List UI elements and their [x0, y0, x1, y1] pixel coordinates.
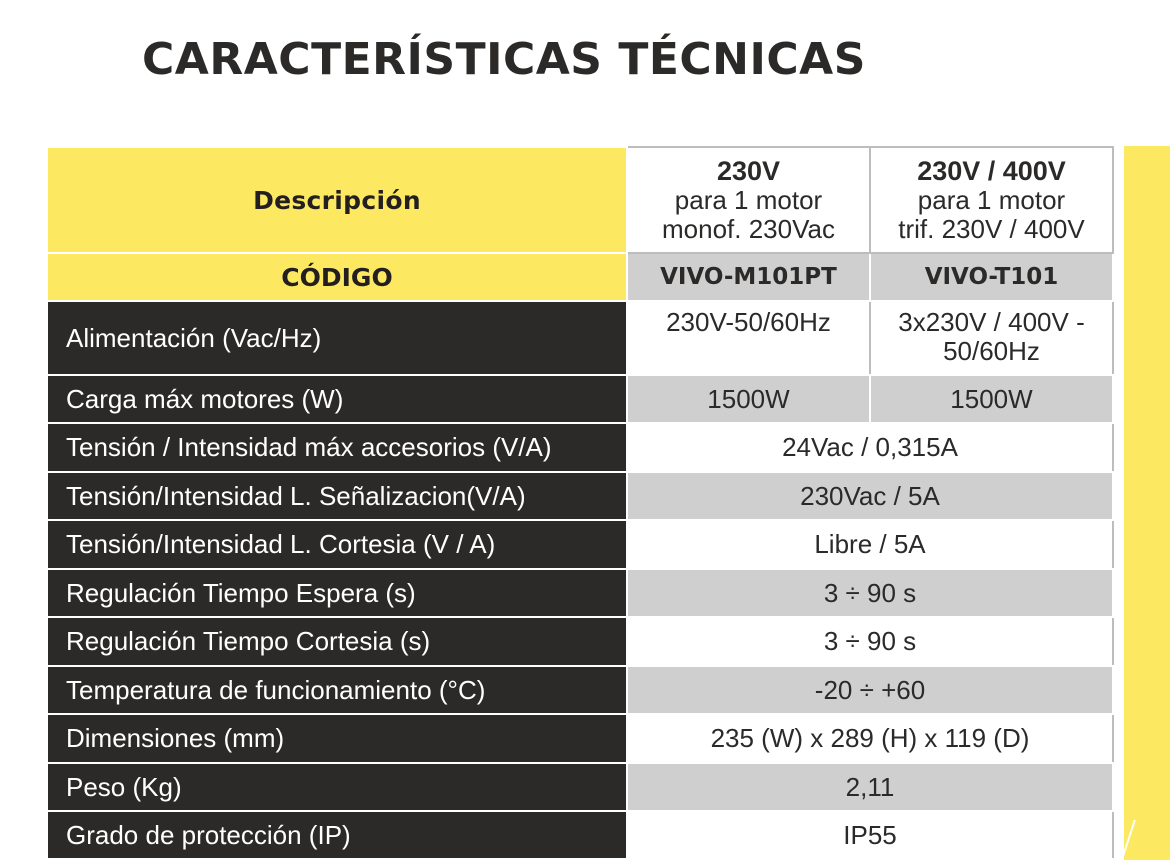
row-label: Dimensiones (mm) [47, 714, 627, 763]
row-value: Libre / 5A [627, 520, 1113, 569]
table-row [47, 714, 1113, 763]
row-value: 3x230V / 400V - 50/60Hz [870, 301, 1113, 375]
row-label: Carga máx motores (W) [47, 375, 627, 423]
row-label: Grado de protección (IP) [47, 811, 627, 859]
table-row [47, 472, 1113, 520]
row-value: 2,11 [627, 763, 1113, 811]
code-value: VIVO-T101 [870, 253, 1113, 301]
row-value: 230Vac / 5A [627, 472, 1113, 520]
column-voltage: 230V [716, 155, 781, 186]
code-row [47, 253, 1113, 301]
table-row [47, 811, 1113, 859]
row-label: Regulación Tiempo Espera (s) [47, 569, 627, 617]
row-value: -20 ÷ +60 [627, 666, 1113, 714]
code-label: CÓDIGO [47, 253, 627, 301]
row-label: Temperatura de funcionamiento (°C) [47, 666, 627, 714]
table-row [47, 423, 1113, 472]
page-title: CARACTERÍSTICAS TÉCNICAS [142, 34, 866, 85]
row-value: 24Vac / 0,315A [627, 423, 1113, 472]
column-subtitle-line1: para 1 motor [674, 184, 823, 215]
row-label: Regulación Tiempo Cortesia (s) [47, 617, 627, 666]
decorative-yellow-strip [1124, 146, 1170, 860]
row-label: Tensión / Intensidad máx accesorios (V/A) [47, 423, 627, 472]
column-voltage: 230V / 400V [917, 155, 1066, 186]
row-value: 235 (W) x 289 (H) x 119 (D) [627, 714, 1113, 763]
row-value: 230V-50/60Hz [627, 301, 870, 375]
table-row [47, 763, 1113, 811]
table-row [47, 666, 1113, 714]
column-header-230v-400v [870, 147, 1113, 253]
description-header: Descripción [47, 147, 627, 253]
column-subtitle-line1: para 1 motor [917, 184, 1066, 215]
column-subtitle-line2: trif. 230V / 400V [898, 213, 1085, 244]
spec-table [46, 146, 1114, 860]
row-label: Tensión/Intensidad L. Señalizacion(V/A) [47, 472, 627, 520]
table-header-row [47, 147, 1113, 253]
row-label: Tensión/Intensidad L. Cortesia (V / A) [47, 520, 627, 569]
code-value: VIVO-M101PT [627, 253, 870, 301]
row-value: 1500W [627, 375, 870, 423]
column-subtitle-line2: monof. 230Vac [662, 213, 835, 244]
table-row [47, 301, 1113, 375]
column-header-230v [627, 147, 870, 253]
row-value: 3 ÷ 90 s [627, 569, 1113, 617]
row-value: 3 ÷ 90 s [627, 617, 1113, 666]
table-row [47, 617, 1113, 666]
table-row [47, 520, 1113, 569]
row-label: Peso (Kg) [47, 763, 627, 811]
table-row [47, 375, 1113, 423]
row-label: Alimentación (Vac/Hz) [47, 301, 627, 375]
table-row [47, 569, 1113, 617]
row-value: 1500W [870, 375, 1113, 423]
row-value: IP55 [627, 811, 1113, 859]
